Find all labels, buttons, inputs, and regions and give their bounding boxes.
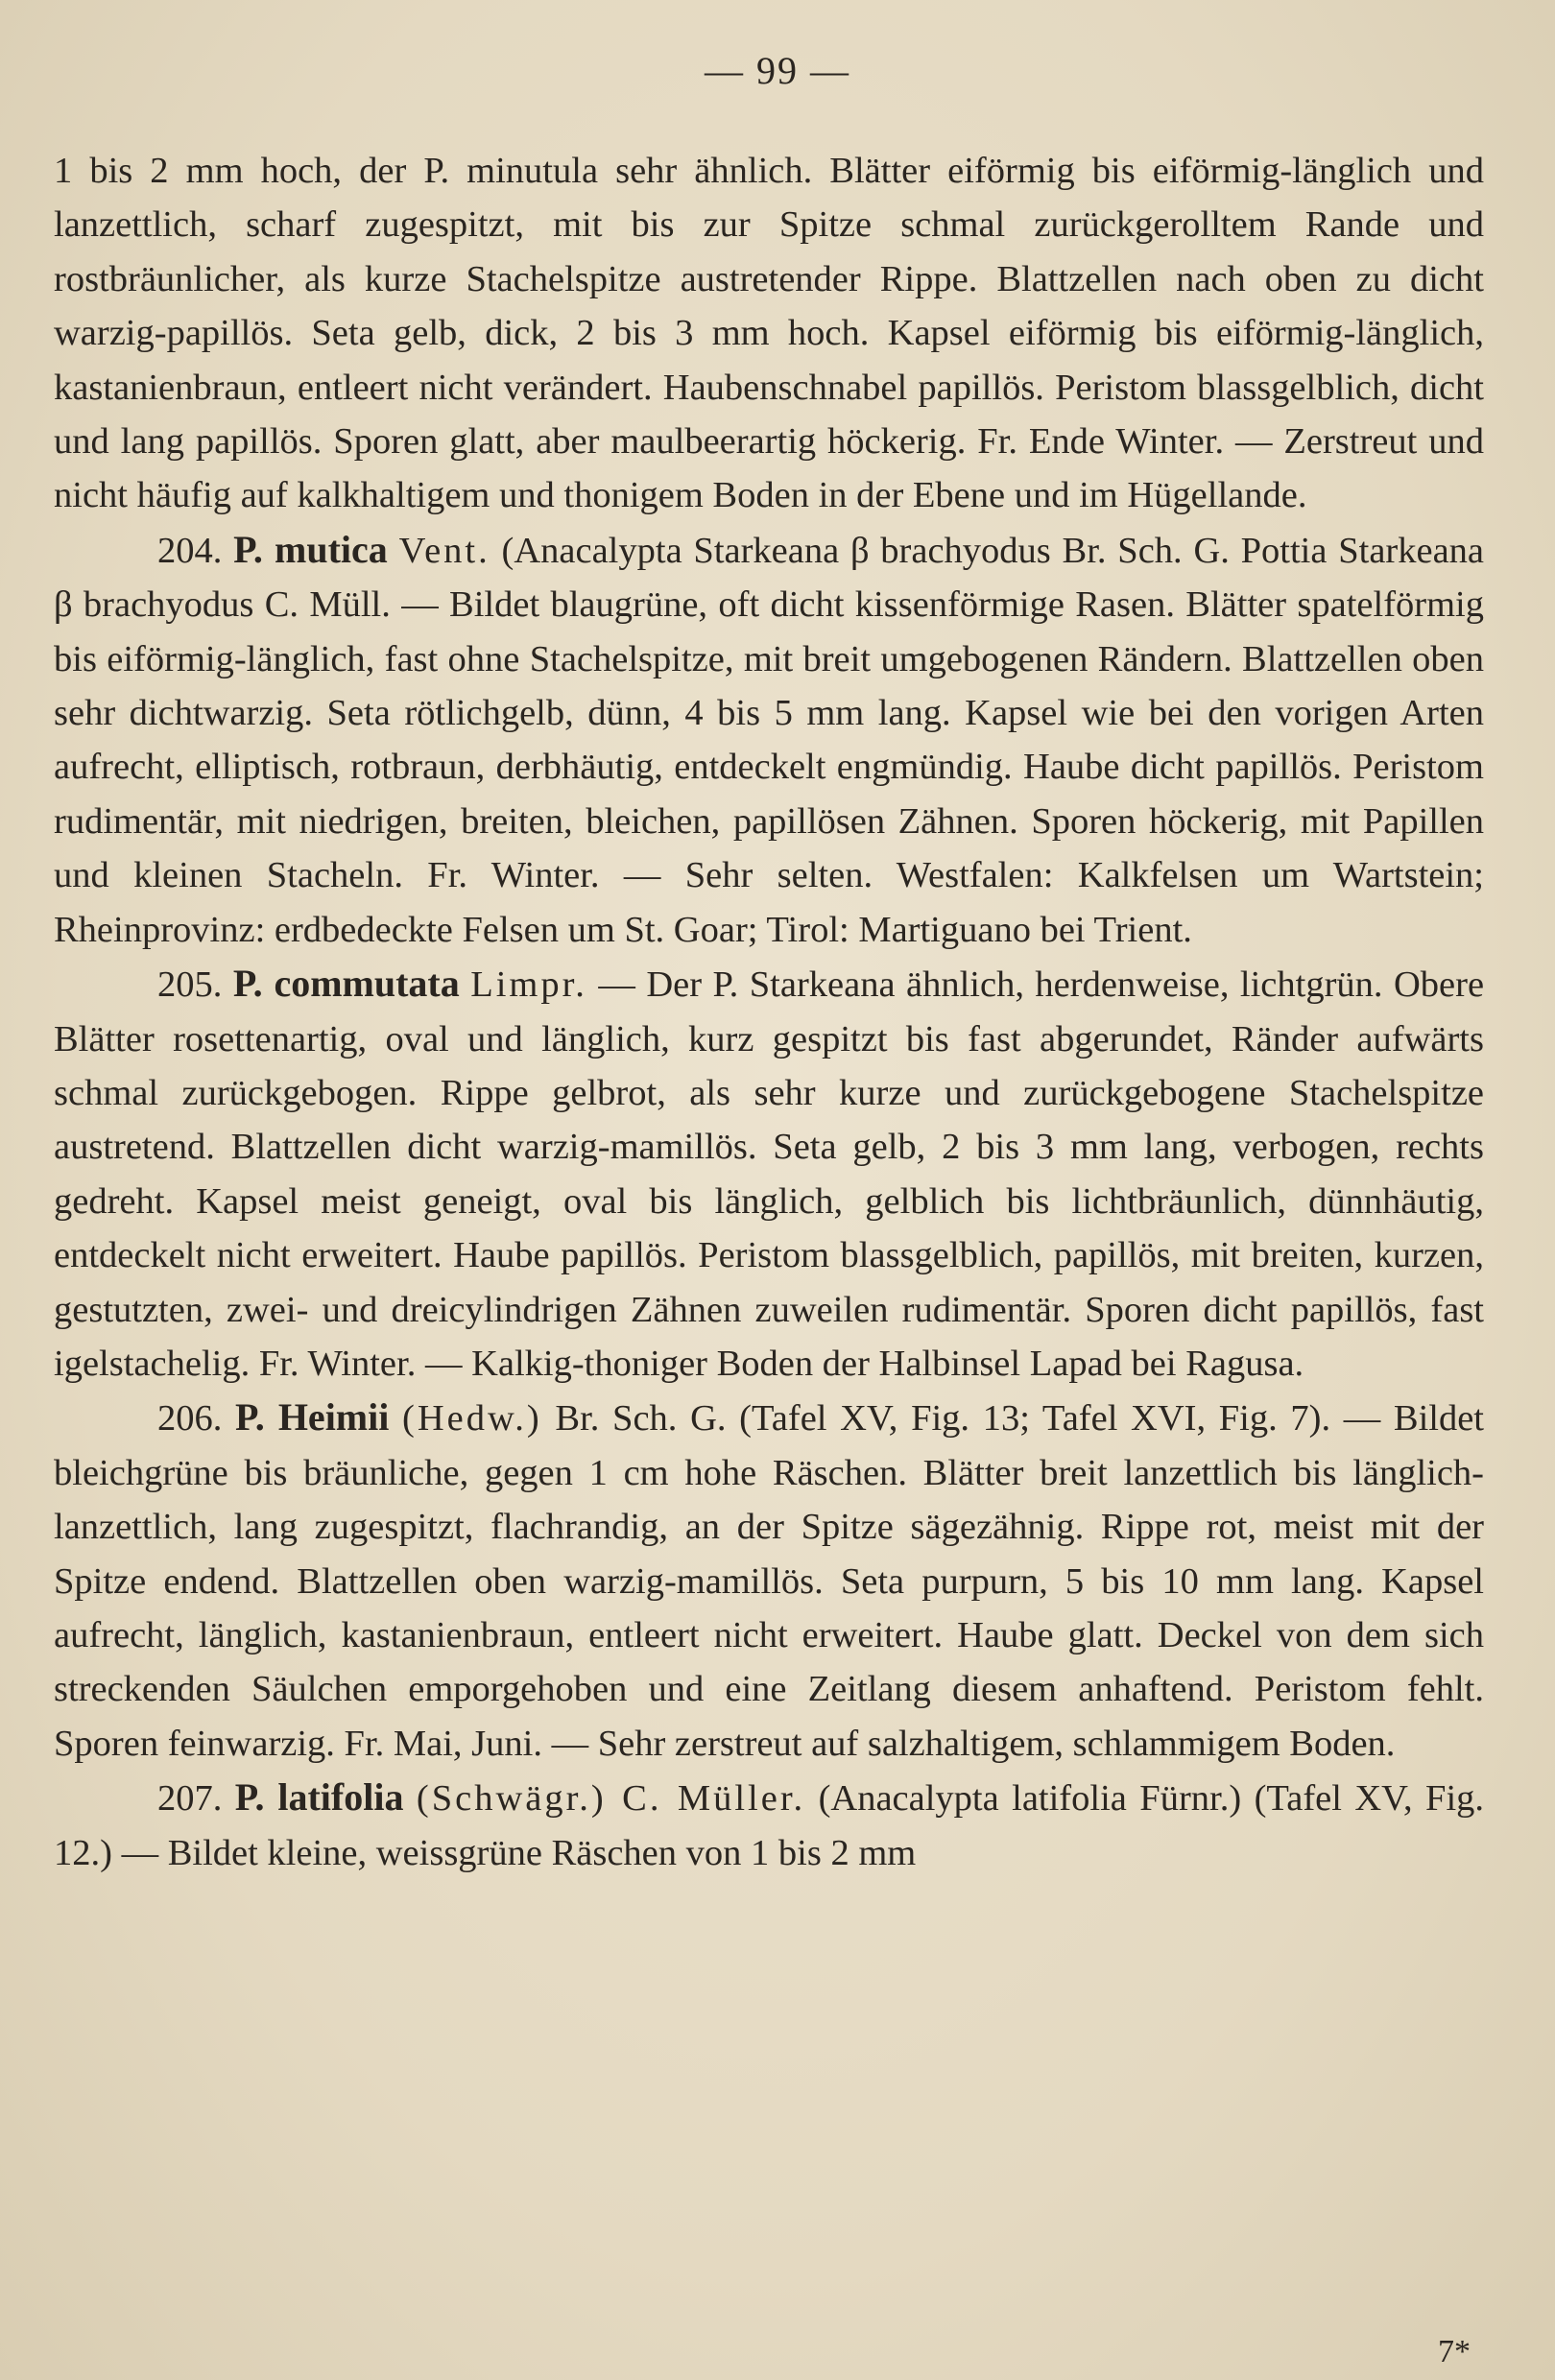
species-entry-207 — [54, 1771, 1484, 1880]
continuation-paragraph: 1 bis 2 mm hoch, der P. minutula sehr ähnlich. Blätter eiförmig bis eiförmig-länglich und lanzettlich, scharf zugespitzt, mit bis zur Spitze schmal zurückgerolltem Rande und rostbräunlicher, als kurze Stachelspitze austretender Rippe. Blattzellen nach oben zu dicht warzig-papillös. Seta gelb, dick, 2 bis 3 mm hoch. Kapsel eiförmig bis eiförmig-länglich, kastanienbraun, entleert nicht verändert. Haubenschnabel papillös. Peristom blassgelblich, dicht und lang papillös. Sporen glatt, aber maulbeerartig höckerig. Fr. Ende Winter. — Zerstreut und nicht häufig auf kalkhaltigem und thonigem Boden in der Ebene und im Hügellande. — [54, 151, 1484, 516]
entry-description: (Anacalypta Starkeana β brachyodus Br. Sch. G. Pottia Starkeana β brachyodus C. Müll. — Bildet blaugrüne, oft dicht kissenförmige Rasen. Blätter spatelförmig bis eiförmig-länglich, fast ohne Stachelspitze, mit breit umgebogenen Rändern. Blattzellen oben sehr dichtwarzig. Seta rötlichgelb, dünn, 4 bis 5 mm lang. Kapsel wie bei den vorigen Arten aufrecht, elliptisch, rotbraun, derbhäutig, entdeckelt engmündig. Haube dicht papillös. Peristom rudimentär, mit niedrigen, breiten, bleichen, papillösen Zähnen. Sporen höckerig, mit Papillen und kleinen Stacheln. Fr. Winter. — Sehr selten. Westfalen: Kalkfelsen um Wartstein; Rheinprovinz: erdbedeckte Felsen um St. Goar; Tirol: Martiguano bei Trient. — [54, 530, 1485, 950]
species-author: Limpr. — [470, 964, 587, 1006]
species-name: P. latifolia — [234, 1775, 404, 1820]
species-entry-205 — [54, 957, 1484, 1391]
entry-description: Br. Sch. G. (Tafel XV, Fig. 13; Tafel XVI, Fig. 7). — Bildet bleichgrüne bis bräunliche, gegen 1 cm hohe Räschen. Blätter breit lanzettlich bis länglich-lanzettlich, lang zugespitzt, flachrandig, an der Spitze sägezähnig. Rippe rot, meist mit der Spitze endend. Blattzellen oben warzig-mamillös. Seta purpurn, 5 bis 10 mm lang. Kapsel aufrecht, länglich, kastanienbraun, entleert nicht erweitert. Haube glatt. Deckel von dem sich streckenden Säulchen emporgehoben und eine Zeitlang diesem anhaftend. Peristom fehlt. Sporen feinwarzig. Fr. Mai, Juni. — Sehr zerstreut auf salzhaltigem, schlammigem Boden. — [54, 1398, 1485, 1764]
species-name: P. Heimii — [235, 1395, 390, 1440]
species-name: P. commutata — [232, 962, 460, 1006]
entry-number: 206. — [157, 1398, 223, 1440]
species-author: (Schwägr.) C. Müller. — [416, 1778, 806, 1820]
entry-number: 207. — [157, 1778, 223, 1820]
signature-mark: 7* — [1438, 2334, 1471, 2369]
entry-number: 204. — [157, 530, 223, 571]
species-author: (Hedw.) — [402, 1398, 542, 1440]
entry-number: 205. — [157, 964, 223, 1006]
species-entry-204 — [54, 523, 1484, 957]
page-number: — 99 — — [705, 49, 850, 92]
species-entry-206 — [54, 1391, 1484, 1771]
species-name: P. mutica — [233, 527, 388, 571]
species-author: Vent. — [398, 530, 490, 571]
entry-description: — Der P. Starkeana ähnlich, herdenweise, lichtgrün. Obere Blätter rosettenartig, oval und länglich, kurz gespitzt bis fast abgerundet, Ränder aufwärts schmal zurückgebogen. Rippe gelbrot, als sehr kurze und zurückgebogene Stachelspitze austretend. Blattzellen dicht warzig-mamillös. Seta gelb, 2 bis 3 mm lang, verbogen, rechts gedreht. Kapsel meist geneigt, oval bis länglich, gelblich bis lichtbräunlich, dünnhäutig, entdeckelt nicht erweitert. Haube papillös. Peristom blassgelblich, papillös, mit breiten, kurzen, gestutzten, zwei- und dreicylindrigen Zähnen zuweilen rudimentär. Sporen dicht papillös, fast igelstachelig. Fr. Winter. — Kalkig-thoniger Boden der Halbinsel Lapad bei Ragusa. — [54, 964, 1485, 1384]
body-text — [54, 144, 1484, 1880]
entry-description: (Anacalypta latifolia Fürnr.) (Tafel XV, Fig. 12.) — Bildet kleine, weissgrüne Räschen von 1 bis 2 mm — [54, 1778, 1485, 1873]
